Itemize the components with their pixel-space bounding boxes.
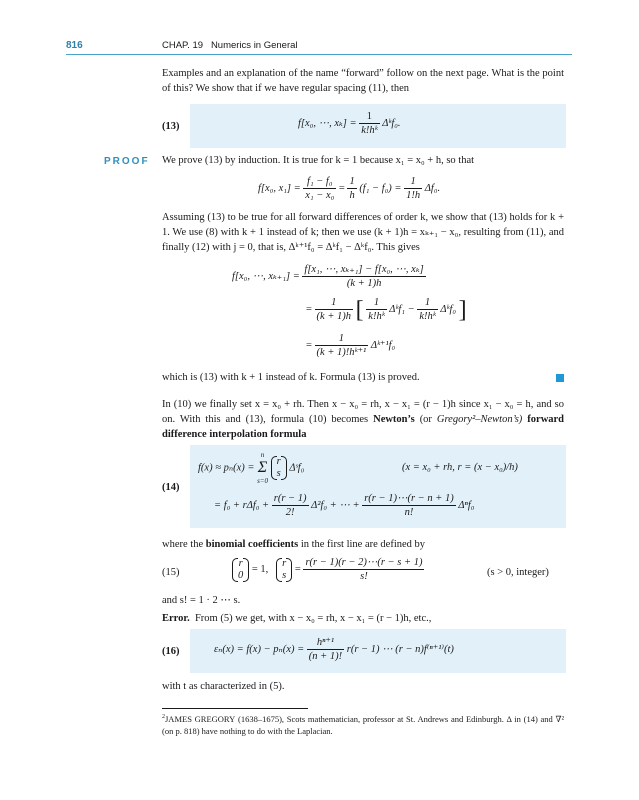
eq14-condition: (x = x₀ + rh, r = (x − x₀)/h) — [402, 462, 518, 473]
chapter-title: Numerics in General — [210, 40, 298, 51]
sum-upper: n — [260, 451, 265, 459]
proof-eq1-mid: (f₁ − f₀) = — [359, 183, 402, 194]
proof-eq2-lhs: f[x₀, ⋯, xₖ₊₁] = — [232, 271, 300, 282]
footnote-name: JAMES GREGORY — [165, 714, 236, 724]
proof-eq2-in-a-num: 1 — [366, 296, 386, 310]
sigma-icon: Σ — [257, 459, 268, 476]
eq14-line2-a: = f₀ + rΔf₀ + — [214, 500, 270, 511]
factorial-line: and s! = 1 · 2 ⋯ s. — [162, 595, 241, 606]
newton-text-b: (or — [419, 414, 432, 425]
proof-eq2-in-b-term: Δᵏf₀ — [440, 304, 457, 315]
chapter-number: CHAP. 19 — [162, 40, 204, 51]
proof-eq2-in-a-den: k!hᵏ — [368, 311, 385, 322]
eq14-line2 — [214, 492, 474, 519]
eq14-line2-mid: Δ²f₀ + ⋯ + — [311, 500, 360, 511]
eq13-label: (13) — [162, 121, 180, 132]
proof-eq1-frac1-den: x₁ − x₀ — [305, 190, 335, 201]
qed-square-icon — [556, 374, 564, 382]
proof-eq2-in-a-term: Δᵏf₁ − — [389, 304, 415, 315]
eq16-lhs: εₙ(x) = f(x) − pₙ(x) = — [214, 644, 305, 655]
proof-eq2-line1 — [232, 263, 426, 290]
eq13-lhs: f[x₀, ⋯, xₖ] = — [298, 118, 357, 129]
proof-eq2-in-a — [366, 296, 386, 323]
proof-eq2-frac2 — [315, 296, 354, 323]
proof-eq1-lhs: f[x₀, x₁] = — [258, 183, 301, 194]
error-bold: Error. — [162, 613, 190, 624]
newton-text-a: In (10) we finally set x = x₀ + rh. Then x − x₀ = rh, x − x₁ = (r − 1)h since x₁ − x₀ = h, and so on. With this and (13), formula (10) becomes — [162, 399, 564, 425]
eq13-rhs: Δᵏf₀. — [382, 118, 401, 129]
eq15-eq2: = — [294, 564, 301, 575]
error-text: From (5) we get, with x − x₀ = rh, x − x₁ = (r − 1)h, etc., — [194, 613, 432, 624]
binomial-text-a: where the — [162, 539, 204, 550]
eq15-formula — [232, 556, 424, 583]
eq16-rhs: r(r − 1) ⋯ (r − n)f⁽ⁿ⁺¹⁾(t) — [346, 644, 454, 655]
proof-eq2-num1: f[x₁, ⋯, xₖ₊₁] − f[x₀, ⋯, xₖ] — [304, 264, 424, 275]
footnote — [162, 713, 564, 737]
proof-eq1-eq: = — [338, 183, 345, 194]
left-bracket: [ — [355, 296, 364, 323]
eq14-line1-term: Δˢf₀ — [289, 462, 305, 474]
eq13-num: 1 — [359, 110, 379, 124]
footnote-mark: 2 — [162, 714, 165, 721]
eq15-b1-bot: 0 — [238, 569, 244, 581]
proof-intro: We prove (13) by induction. It is true for k = 1 because x₁ = x₀ + h, so that — [162, 155, 475, 166]
eq14-frac2-num: r(r − 1)⋯(r − n + 1) — [364, 493, 454, 504]
proof-eq2-in-b-den: k!hᵏ — [419, 311, 436, 322]
footnote-text: (1638–1675), Scots mathematician, professor at St. Andrews and Edinburgh. Δ in (14) and ∇² (on p. 818) have nothing to do with the Laplacian. — [162, 714, 565, 736]
binomial-text-b: in the first line are defined by — [300, 539, 426, 550]
footnote-rule — [162, 708, 308, 709]
newton-italic-b: Gregory²–Newton’s) — [436, 414, 523, 425]
proof-eq2-den1: (k + 1)h — [346, 278, 382, 289]
eq14-frac2-den: n! — [404, 507, 414, 518]
header-rule — [66, 54, 572, 55]
proof-eq2-line2 — [306, 296, 467, 323]
eq16-fraction — [307, 636, 344, 663]
eq14-frac1-num: r(r − 1) — [273, 493, 307, 504]
newton-bold-a: Newton’s — [373, 414, 415, 425]
proof-label: PROOF — [104, 156, 150, 167]
binomial-bold: binomial coefficients — [205, 539, 299, 550]
eq15-label: (15) — [162, 567, 180, 578]
proof-eq2-frac3 — [315, 332, 369, 359]
proof-eq2-num3: 1 — [315, 332, 369, 346]
running-head — [162, 38, 298, 53]
eq14-frac1 — [272, 492, 309, 519]
proof-eq1-frac1-num: f₁ − f₀ — [303, 175, 336, 189]
proof-eq2-rhs3: Δᵏ⁺¹f₀ — [370, 340, 396, 351]
after-eq16: with t as characterized in (5). — [162, 681, 285, 692]
newton-paragraph — [162, 397, 564, 442]
proof-eq1-frac2-den: h — [349, 190, 355, 201]
right-bracket: ] — [458, 296, 467, 323]
eq15-b2-top: r — [282, 557, 287, 569]
eq16-formula — [214, 636, 454, 663]
proof-eq2-num2: 1 — [315, 296, 354, 310]
eq15-num: r(r − 1)(r − 2)⋯(r − s + 1) — [305, 557, 423, 568]
proof-eq2-eq2: = — [306, 304, 312, 315]
proof-eq1-rhs: Δf₀. — [424, 183, 441, 194]
eq14-line1 — [198, 450, 304, 486]
eq14-label: (14) — [162, 482, 180, 493]
proof-eq1 — [258, 175, 440, 202]
sum-lower: s=0 — [257, 477, 269, 485]
proof-conclusion: which is (13) with k + 1 instead of k. Formula (13) is proved. — [162, 372, 420, 383]
proof-eq1-frac3-den: 1!h — [406, 190, 421, 201]
eq15-binomial-1 — [232, 558, 249, 582]
proof-eq1-frac3 — [404, 175, 422, 202]
newton-bold-b: forward difference interpolation formula — [162, 414, 565, 440]
proof-eq2-eq3: = — [306, 340, 312, 351]
binomial-paragraph — [162, 537, 564, 552]
proof-eq1-frac3-num: 1 — [404, 175, 422, 189]
proof-eq2-line3 — [306, 332, 395, 359]
proof-eq2-den2: (k + 1)h — [316, 311, 352, 322]
proof-eq2-frac1 — [302, 263, 425, 290]
eq14-line1-lhs: f(x) ≈ pₙ(x) = — [198, 462, 255, 474]
eq15-binomial-2 — [276, 558, 292, 582]
proof-eq2-den3: (k + 1)!hᵏ⁺¹ — [316, 347, 367, 358]
proof-eq1-frac2-num: 1 — [349, 176, 355, 187]
proof-assume: Assuming (13) to be true for all forward differences of order k, we show that (13) holds for k + 1. We use (8) with k + 1 instead of k; then we use (k + 1)h = xₖ₊₁ − x₀, resulting from (11), and finally (12) with j = 0, that is, Δᵏ⁺¹f₀ = Δᵏf₁ − Δᵏf₀. This gives — [162, 212, 564, 253]
eq13-fraction — [359, 110, 379, 137]
eq13-den: k!hᵏ — [361, 125, 378, 136]
eq14-frac1-den: 2! — [285, 507, 295, 518]
page-number: 816 — [66, 40, 83, 51]
eq14-binom-top: r — [276, 456, 281, 467]
eq15-fraction — [303, 556, 424, 583]
eq14-binom-bot: s — [276, 468, 281, 479]
eq16-den: (n + 1)! — [308, 651, 343, 662]
eq15-b2-bot: s — [282, 569, 287, 581]
proof-eq1-frac2 — [347, 175, 356, 202]
eq14-binomial — [271, 456, 287, 480]
eq15-b1-top: r — [238, 557, 243, 569]
eq16-num: hⁿ⁺¹ — [307, 636, 344, 650]
eq16-label: (16) — [162, 646, 180, 657]
eq14-line2-end: Δⁿf₀ — [458, 500, 475, 511]
error-paragraph — [162, 611, 564, 626]
proof-eq1-frac1 — [303, 175, 336, 202]
proof-eq2-in-b — [417, 296, 437, 323]
eq13-formula — [298, 110, 401, 137]
sum-sign — [257, 450, 268, 486]
eq15-den: s! — [360, 571, 368, 582]
eq14-frac2 — [362, 492, 456, 519]
eq15-eq1: = 1, — [251, 564, 269, 575]
eq15-condition: (s > 0, integer) — [487, 567, 549, 578]
proof-eq2-in-b-num: 1 — [417, 296, 437, 310]
intro-paragraph: Examples and an explanation of the name “forward” follow on the next page. What is the point of this? We show that if we have regular spacing (11), then — [162, 68, 564, 94]
